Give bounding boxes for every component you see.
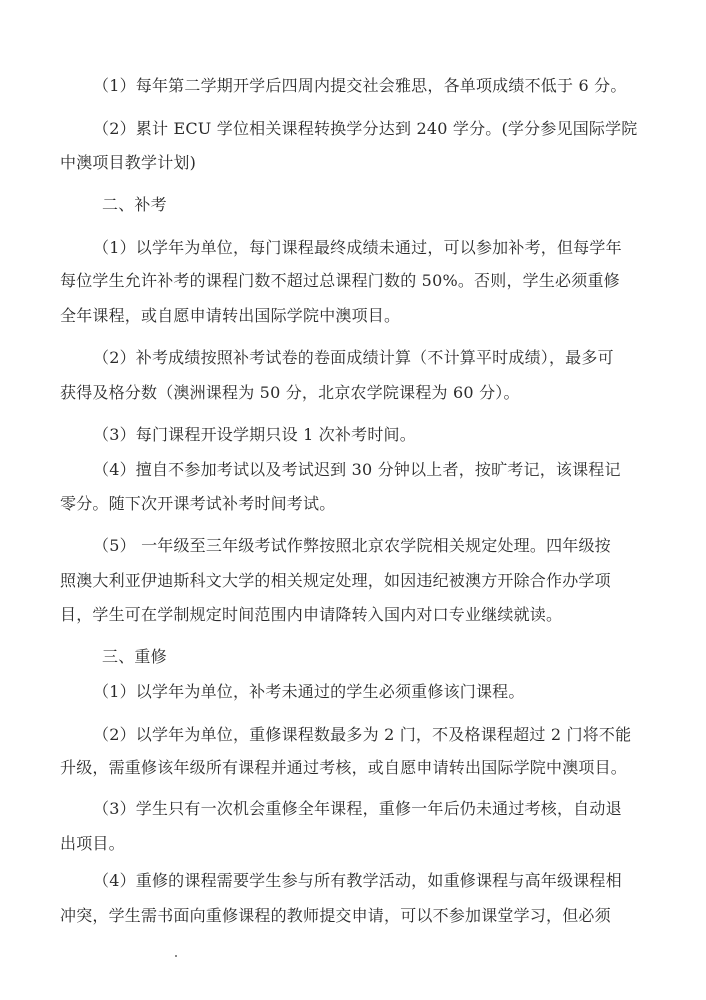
- text-line: （3）学生只有一次机会重修全年课程，重修一年后仍未通过考核，自动退: [93, 799, 622, 818]
- text-line: 照澳大利亚伊迪斯科文大学的相关规定处理，如因违纪被澳方开除合作办学项: [60, 571, 611, 590]
- text-line: （3）每门课程开设学期只设 1 次补考时间。: [93, 425, 416, 444]
- text-line: 零分。随下次开课考试补考时间考试。: [60, 494, 336, 513]
- text-line: （5） 一年级至三年级考试作弊按照北京农学院相关规定处理。四年级按: [93, 536, 611, 555]
- text-line: 目，学生可在学制规定时间范围内申请降转入国内对口专业继续就读。: [60, 605, 563, 624]
- text-line: 获得及格分数（澳洲课程为 50 分，北京农学院课程为 60 分）。: [60, 383, 520, 402]
- text-line: （1）以学年为单位，补考未通过的学生必须重修该门课程。: [93, 682, 525, 701]
- scan-speck: [175, 955, 177, 957]
- text-line: （2）补考成绩按照补考试卷的卷面成绩计算（不计算平时成绩），最多可: [93, 348, 614, 367]
- text-line: 冲突，学生需书面向重修课程的教师提交申请，可以不参加课堂学习，但必须: [60, 906, 611, 925]
- text-line: （4）重修的课程需要学生参与所有教学活动，如重修课程与高年级课程相: [93, 871, 622, 890]
- text-line: 全年课程，或自愿申请转出国际学院中澳项目。: [60, 306, 401, 325]
- text-line: （4）擅自不参加考试以及考试迟到 30 分钟以上者，按旷考记，该课程记: [93, 460, 621, 479]
- section-heading: 二、补考: [102, 195, 167, 214]
- text-line: （2）累计 ECU 学位相关课程转换学分达到 240 学分。(学分参见国际学院: [93, 119, 638, 138]
- text-line: 出项目。: [60, 834, 125, 853]
- text-line: （1）以学年为单位，每门课程最终成绩未通过，可以参加补考，但每学年: [93, 238, 622, 257]
- text-line: 中澳项目教学计划): [60, 153, 197, 172]
- text-line: （1）每年第二学期开学后四周内提交社会雅思，各单项成绩不低于 6 分。: [93, 76, 627, 95]
- section-heading: 三、重修: [102, 647, 167, 666]
- text-line: （2）以学年为单位，重修课程数最多为 2 门，不及格课程超过 2 门将不能: [93, 725, 632, 744]
- text-line: 升级，需重修该年级所有课程并通过考核，或自愿申请转出国际学院中澳项目。: [60, 758, 628, 777]
- text-line: 每位学生允许补考的课程门数不超过总课程门数的 50%。否则，学生必须重修: [60, 271, 620, 290]
